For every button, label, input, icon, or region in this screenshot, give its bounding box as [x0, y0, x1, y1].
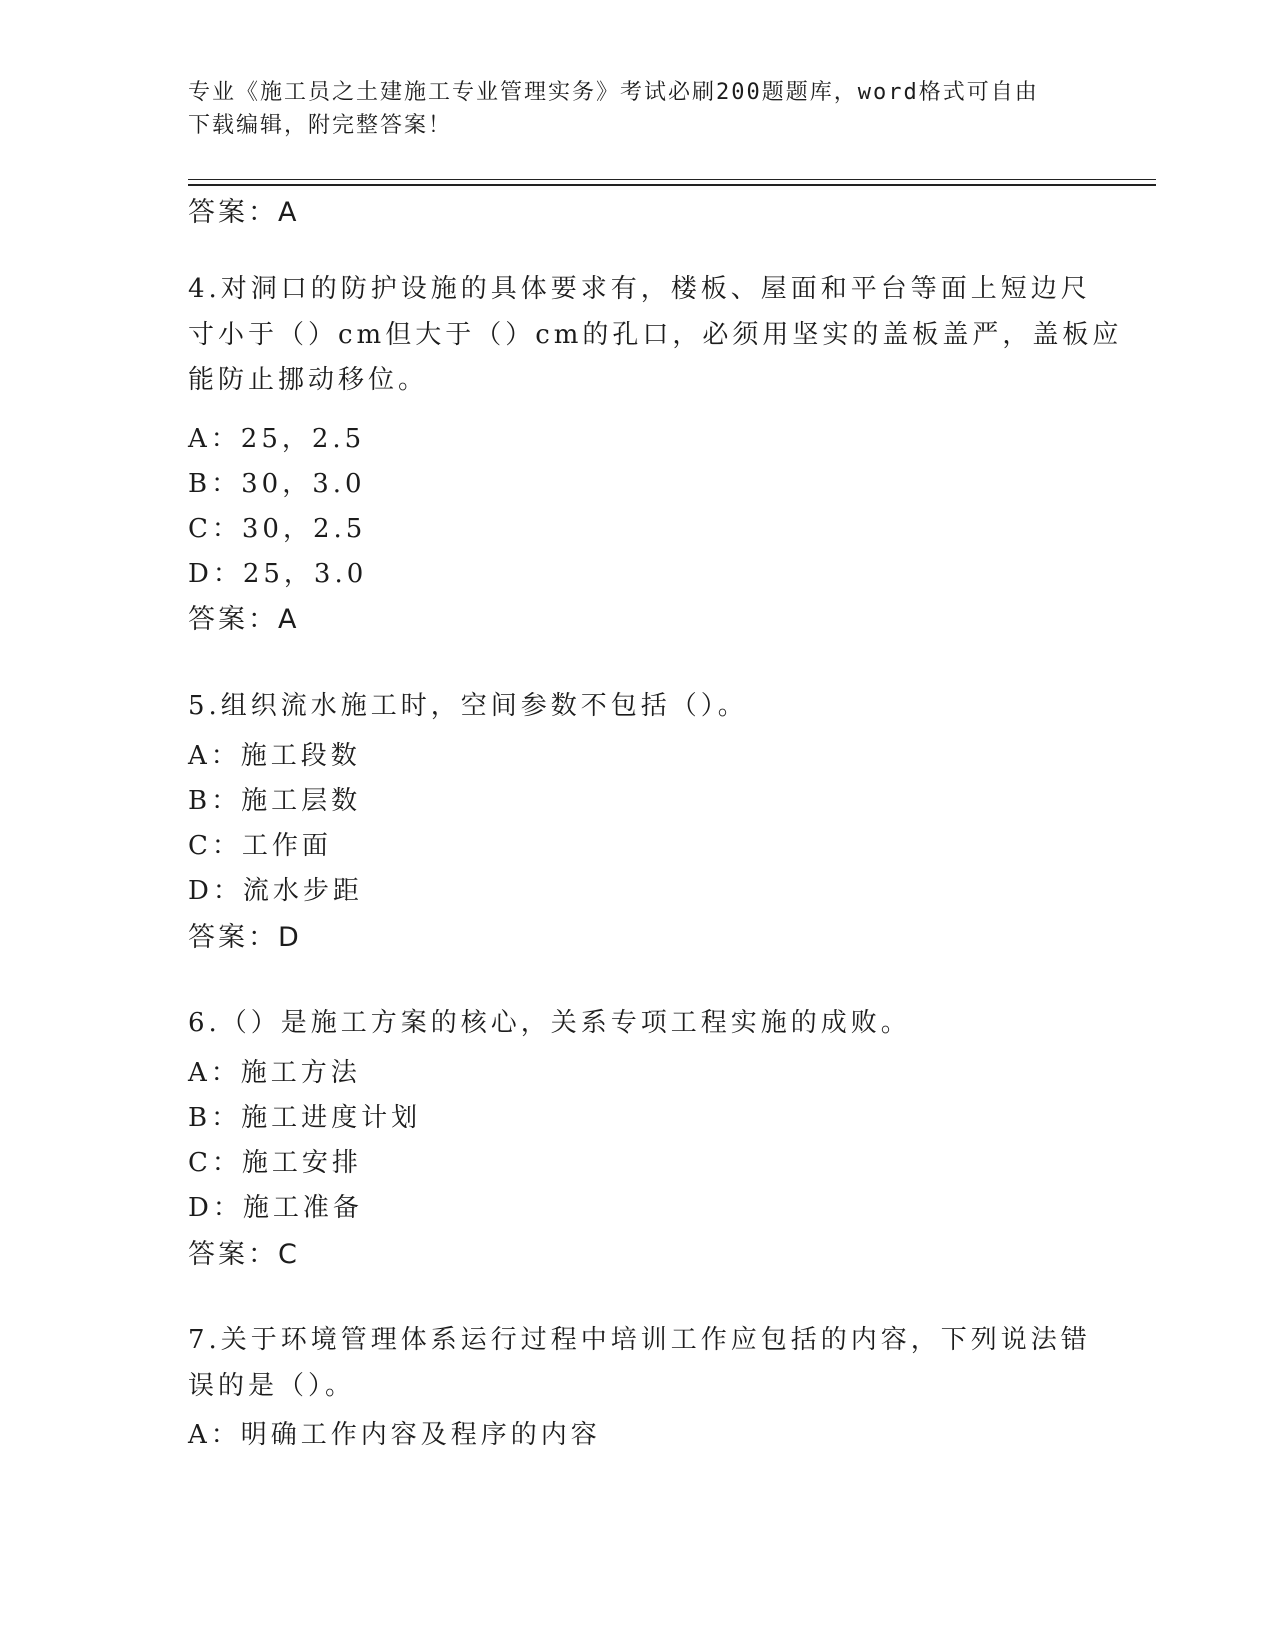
document-header	[188, 76, 1088, 142]
question-5-answer: 答案：D	[188, 922, 302, 953]
question-6-option-d: D：施工准备	[188, 1193, 363, 1223]
question-5-option-a: A：施工段数	[188, 741, 361, 771]
header-title-line-2: 下载编辑，附完整答案！	[188, 113, 453, 138]
question-4-text-line-1: 4.对洞口的防护设施的具体要求有，楼板、屋面和平台等面上短边尺	[188, 274, 1091, 304]
question-4-text-line-2: 寸小于（）cm但大于（）cm的孔口，必须用坚实的盖板盖严，盖板应	[188, 320, 1123, 350]
question-7-option-a: A：明确工作内容及程序的内容	[188, 1420, 601, 1450]
question-6-option-c: C：施工安排	[188, 1148, 362, 1178]
question-5-text-line-1: 5.组织流水施工时，空间参数不包括（）。	[188, 691, 748, 721]
question-4-option-c: C：30，2.5	[188, 514, 367, 544]
question-5-option-b: B：施工层数	[188, 786, 362, 816]
question-6-option-b: B：施工进度计划	[188, 1103, 422, 1133]
question-4-option-a: A：25，2.5	[188, 424, 366, 454]
question-7-text-line-1: 7.关于环境管理体系运行过程中培训工作应包括的内容，下列说法错	[188, 1325, 1091, 1355]
question-4-answer: 答案：A	[188, 604, 300, 635]
question-6-option-a: A：施工方法	[188, 1058, 361, 1088]
header-title-line-1: 专业《施工员之土建施工专业管理实务》考试必刷200题题库，word格式可自由	[188, 80, 1039, 105]
question-4-option-b: B：30，3.0	[188, 469, 366, 499]
question-5-option-d: D：流水步距	[188, 876, 363, 906]
question-5-option-c: C：工作面	[188, 831, 332, 861]
header-divider-thick	[188, 184, 1156, 186]
question-6-text-line-1: 6.（）是施工方案的核心，关系专项工程实施的成败。	[188, 1008, 911, 1038]
question-4-text-line-3: 能防止挪动移位。	[188, 365, 429, 395]
question-7-text-line-2: 误的是（）。	[188, 1371, 356, 1401]
question-4-option-d: D：25，3.0	[188, 559, 368, 589]
question-6-answer: 答案：C	[188, 1239, 300, 1270]
previous-answer: 答案：A	[188, 197, 300, 228]
header-divider-thin	[188, 179, 1156, 180]
